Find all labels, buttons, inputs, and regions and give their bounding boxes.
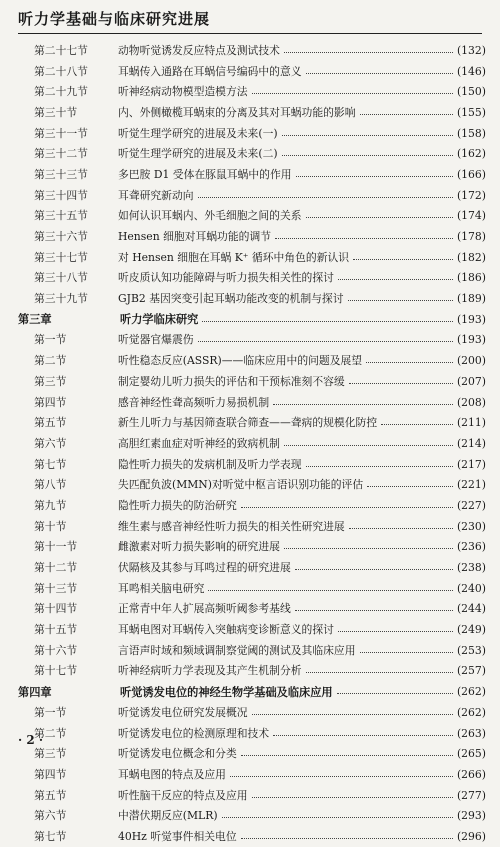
toc-entry-label: 第十六节	[34, 643, 78, 657]
toc-entry-page: (166)	[456, 167, 486, 181]
dot-leader	[338, 279, 453, 280]
toc-entry-page: (193)	[456, 333, 486, 347]
toc-entry-label: 第九节	[34, 498, 67, 512]
toc-entry-label: 第三十五节	[34, 209, 88, 223]
toc-entry-title: 听觉诱发电位的神经生物学基础及临床应用	[120, 684, 333, 699]
toc-section-row[interactable]	[18, 537, 486, 558]
toc-section-row[interactable]	[18, 454, 486, 475]
toc-entry-label: 第五节	[34, 416, 67, 430]
toc-entry-label: 第七节	[34, 829, 67, 843]
toc-entry-title: 听觉生理学研究的进展及未来(二)	[118, 147, 278, 161]
toc-section-row[interactable]	[18, 412, 486, 433]
dot-leader	[348, 300, 453, 301]
toc-entry-page: (238)	[456, 561, 486, 575]
toc-entry-page: (211)	[456, 416, 486, 430]
toc-entry-title: 言语声时域和频域调制察觉阈的测试及其临床应用	[118, 643, 356, 657]
toc-entry-page: (240)	[456, 581, 486, 595]
toc-entry-label: 第四节	[34, 395, 67, 409]
toc-entry-label: 第三十六节	[34, 230, 88, 244]
toc-entry-title: 失匹配负波(MMN)对听觉中枢言语识别功能的评估	[118, 478, 364, 492]
toc-chapter-row[interactable]	[18, 681, 486, 702]
toc-entry-title: 听觉生理学研究的进展及未来(一)	[118, 126, 278, 140]
toc-entry-page: (207)	[456, 374, 486, 388]
toc-entry-page: (146)	[456, 64, 486, 78]
dot-leader	[282, 155, 453, 156]
toc-entry-title: 感音神经性聋高频听力易损机制	[118, 395, 270, 409]
toc-section-row[interactable]	[18, 268, 486, 289]
toc-entry-label: 第三十八节	[34, 271, 88, 285]
toc-entry-label: 第八节	[34, 478, 67, 492]
toc-entry-title: 对 Hensen 细胞在耳蜗 K⁺ 循环中角色的新认识	[118, 250, 350, 264]
dot-leader	[349, 383, 453, 384]
dot-leader	[273, 735, 453, 736]
dot-leader	[273, 404, 453, 405]
toc-entry-page: (150)	[456, 85, 486, 99]
toc-entry-page: (186)	[456, 271, 486, 285]
toc-entry-label: 第三节	[34, 374, 67, 388]
dot-leader	[198, 341, 453, 342]
toc-entry-label: 第十七节	[34, 664, 78, 678]
toc-entry-title: 伏隔核及其参与耳鸣过程的研究进展	[118, 561, 291, 575]
toc-entry-page: (257)	[456, 664, 486, 678]
toc-entry-label: 第三十四节	[34, 188, 88, 202]
dot-leader	[230, 776, 453, 777]
toc-section-row[interactable]	[18, 206, 486, 227]
toc-entry-page: (277)	[456, 788, 486, 802]
toc-section-row[interactable]	[18, 826, 486, 847]
toc-entry-page: (158)	[456, 126, 486, 140]
toc-section-row[interactable]	[18, 392, 486, 413]
toc-entry-label: 第二节	[34, 726, 67, 740]
toc-entry-label: 第四章	[18, 684, 52, 699]
toc-section-row[interactable]	[18, 123, 486, 144]
toc-entry-page: (221)	[456, 478, 486, 492]
toc-entry-title: 内、外侧橄榄耳蜗束的分离及其对耳蜗功能的影响	[118, 105, 356, 119]
dot-leader	[252, 714, 453, 715]
toc-entry-label: 第一节	[34, 705, 67, 719]
toc-entry-page: (182)	[456, 250, 486, 264]
toc-entry-title: 听性稳态反应(ASSR)——临床应用中的问题及展望	[118, 354, 363, 368]
dot-leader	[252, 93, 453, 94]
dot-leader	[353, 259, 453, 260]
toc-entry-page: (217)	[456, 457, 486, 471]
toc-section-row[interactable]	[18, 661, 486, 682]
toc-section-row[interactable]	[18, 185, 486, 206]
toc-chapter-row[interactable]	[18, 309, 486, 330]
dot-leader	[306, 73, 453, 74]
toc-section-row[interactable]	[18, 247, 486, 268]
toc-entry-label: 第三十二节	[34, 147, 88, 161]
book-title: 听力学基础与临床研究进展	[18, 10, 211, 28]
toc-entry-title: 听皮质认知功能障碍与听力损失相关性的探讨	[118, 271, 334, 285]
dot-leader	[295, 610, 453, 611]
toc-section-row[interactable]	[18, 702, 486, 723]
dot-leader	[202, 321, 453, 322]
toc-section-row[interactable]	[18, 226, 486, 247]
toc-entry-page: (293)	[456, 809, 486, 823]
toc-entry-label: 第三十节	[34, 105, 78, 119]
dot-leader	[284, 548, 453, 549]
dot-leader	[306, 466, 453, 467]
toc-entry-page: (189)	[456, 292, 486, 306]
toc-entry-title: 动物听觉诱发反应特点及测试技术	[118, 43, 280, 57]
toc-entry-label: 第二十八节	[34, 64, 88, 78]
dot-leader	[366, 362, 453, 363]
dot-leader	[282, 135, 453, 136]
toc-entry-title: 隐性听力损失的防治研究	[118, 498, 237, 512]
toc-entry-title: 新生儿听力与基因筛查联合筛查——聋病的规模化防控	[118, 416, 378, 430]
toc-entry-page: (263)	[456, 726, 486, 740]
dot-leader	[337, 693, 453, 694]
dot-leader	[296, 176, 453, 177]
toc-entry-page: (265)	[456, 747, 486, 761]
toc-section-row[interactable]	[18, 619, 486, 640]
toc-entry-page: (230)	[456, 519, 486, 533]
toc-entry-title: 听神经病听力学表现及其产生机制分析	[118, 664, 302, 678]
toc-entry-label: 第五节	[34, 788, 67, 802]
toc-entry-label: 第二节	[34, 354, 67, 368]
toc-entry-label: 第十五节	[34, 623, 78, 637]
toc-entry-label: 第三章	[18, 312, 52, 327]
dot-leader	[360, 114, 453, 115]
toc-section-row[interactable]	[18, 81, 486, 102]
toc-entry-page: (132)	[456, 43, 486, 57]
toc-entry-page: (296)	[456, 829, 486, 843]
toc-entry-title: 如何认识耳蜗内、外毛细胞之间的关系	[118, 209, 302, 223]
toc-entry-title: 正常青中年人扩展高频听阈参考基线	[118, 602, 291, 616]
toc-entry-page: (253)	[456, 643, 486, 657]
toc-entry-label: 第三十九节	[34, 292, 88, 306]
toc-section-row[interactable]	[18, 723, 486, 744]
dot-leader	[306, 672, 453, 673]
toc-entry-label: 第七节	[34, 457, 67, 471]
dot-leader	[360, 652, 453, 653]
toc-section-row[interactable]	[18, 288, 486, 309]
dot-leader	[275, 238, 453, 239]
toc-entry-label: 第四节	[34, 767, 67, 781]
toc-entry-label: 第三节	[34, 747, 67, 761]
page-number: · 2 ·	[18, 733, 44, 747]
toc-entry-label: 第一节	[34, 333, 67, 347]
dot-leader	[284, 52, 453, 53]
toc-section-row[interactable]	[18, 495, 486, 516]
toc-section-row[interactable]	[18, 743, 486, 764]
toc-entry-label: 第二十九节	[34, 85, 88, 99]
toc-section-row[interactable]	[18, 330, 486, 351]
toc-entry-label: 第十一节	[34, 540, 78, 554]
toc-entry-page: (227)	[456, 498, 486, 512]
toc-entry-page: (249)	[456, 623, 486, 637]
toc-entry-page: (244)	[456, 602, 486, 616]
toc-entry-title: 40Hz 听觉事件相关电位	[118, 829, 237, 843]
toc-section-row[interactable]	[18, 805, 486, 826]
toc-entry-title: 维生素与感音神经性听力损失的相关性研究进展	[118, 519, 345, 533]
dot-leader	[252, 797, 453, 798]
toc-entry-title: 制定婴幼儿听力损失的评估和干预标准刻不容缓	[118, 374, 345, 388]
toc-entry-page: (214)	[456, 436, 486, 450]
toc-section-row[interactable]	[18, 785, 486, 806]
toc-section-row[interactable]	[18, 164, 486, 185]
dot-leader	[208, 590, 453, 591]
toc-entry-title: 听力学临床研究	[120, 312, 199, 327]
toc-entry-title: 耳蜗电图对耳蜗传入突触病变诊断意义的探讨	[118, 623, 334, 637]
toc-entry-label: 第十四节	[34, 602, 78, 616]
toc-entry-title: 耳聋研究新动向	[118, 188, 194, 202]
dot-leader	[241, 755, 453, 756]
toc-entry-title: 耳蜗传入通路在耳蜗信号编码中的意义	[118, 64, 302, 78]
dot-leader	[338, 631, 453, 632]
toc-entry-page: (172)	[456, 188, 486, 202]
toc-entry-page: (174)	[456, 209, 486, 223]
toc-entry-page: (236)	[456, 540, 486, 554]
toc-section-row[interactable]	[18, 102, 486, 123]
toc-entry-label: 第十三节	[34, 581, 78, 595]
dot-leader	[367, 486, 453, 487]
toc-entry-label: 第二十七节	[34, 43, 88, 57]
dot-leader	[306, 217, 453, 218]
toc-section-row[interactable]	[18, 557, 486, 578]
toc-section-row[interactable]	[18, 433, 486, 454]
toc-entry-page: (162)	[456, 147, 486, 161]
toc-entry-page: (266)	[456, 767, 486, 781]
toc-entry-title: 听觉诱发电位的检测原理和技术	[118, 726, 270, 740]
toc-section-row[interactable]	[18, 350, 486, 371]
toc-entry-page: (262)	[456, 705, 486, 719]
toc-entry-title: 听神经病动物模型造模方法	[118, 85, 248, 99]
toc-entry-title: 听觉诱发电位概念和分类	[118, 747, 237, 761]
toc-entry-title: 雌激素对听力损失影响的研究进展	[118, 540, 280, 554]
table-of-contents	[18, 40, 486, 847]
toc-entry-label: 第三十三节	[34, 167, 88, 181]
toc-entry-title: 隐性听力损失的发病机制及听力学表现	[118, 457, 302, 471]
dot-leader	[198, 197, 453, 198]
dot-leader	[241, 838, 453, 839]
toc-entry-title: 高胆红素血症对听神经的致病机制	[118, 436, 280, 450]
toc-section-row[interactable]	[18, 371, 486, 392]
toc-entry-title: 听觉诱发电位研究发展概况	[118, 705, 248, 719]
running-header	[18, 4, 482, 34]
toc-entry-label: 第十二节	[34, 561, 78, 575]
dot-leader	[241, 507, 453, 508]
toc-entry-label: 第六节	[34, 809, 67, 823]
toc-entry-label: 第十节	[34, 519, 67, 533]
toc-entry-page: (155)	[456, 105, 486, 119]
toc-entry-title: 听性脑干反应的特点及应用	[118, 788, 248, 802]
toc-entry-title: 中潜伏期反应(MLR)	[118, 809, 218, 823]
toc-entry-title: Hensen 细胞对耳蜗功能的调节	[118, 230, 272, 244]
dot-leader	[284, 445, 453, 446]
toc-entry-label: 第三十七节	[34, 250, 88, 264]
toc-entry-title: 耳蜗电图的特点及应用	[118, 767, 226, 781]
dot-leader	[349, 528, 453, 529]
toc-entry-page: (193)	[456, 312, 486, 326]
toc-section-row[interactable]	[18, 640, 486, 661]
toc-section-row[interactable]	[18, 516, 486, 537]
toc-entry-label: 第六节	[34, 436, 67, 450]
dot-leader	[381, 424, 453, 425]
toc-entry-title: 听觉器官爆震伤	[118, 333, 194, 347]
dot-leader	[295, 569, 453, 570]
toc-section-row[interactable]	[18, 599, 486, 620]
toc-entry-page: (262)	[456, 685, 486, 699]
toc-entry-page: (200)	[456, 354, 486, 368]
toc-section-row[interactable]	[18, 578, 486, 599]
toc-entry-title: GJB2 基因突变引起耳蜗功能改变的机制与探讨	[118, 292, 344, 306]
toc-entry-page: (178)	[456, 230, 486, 244]
dot-leader	[222, 817, 453, 818]
toc-section-row[interactable]	[18, 764, 486, 785]
toc-section-row[interactable]	[18, 474, 486, 495]
toc-entry-page: (208)	[456, 395, 486, 409]
toc-entry-title: 耳鸣相关脑电研究	[118, 581, 205, 595]
toc-entry-title: 多巴胺 D1 受体在豚鼠耳蜗中的作用	[118, 167, 292, 181]
toc-entry-label: 第三十一节	[34, 126, 88, 140]
toc-section-row[interactable]	[18, 40, 486, 61]
toc-section-row[interactable]	[18, 61, 486, 82]
toc-section-row[interactable]	[18, 143, 486, 164]
